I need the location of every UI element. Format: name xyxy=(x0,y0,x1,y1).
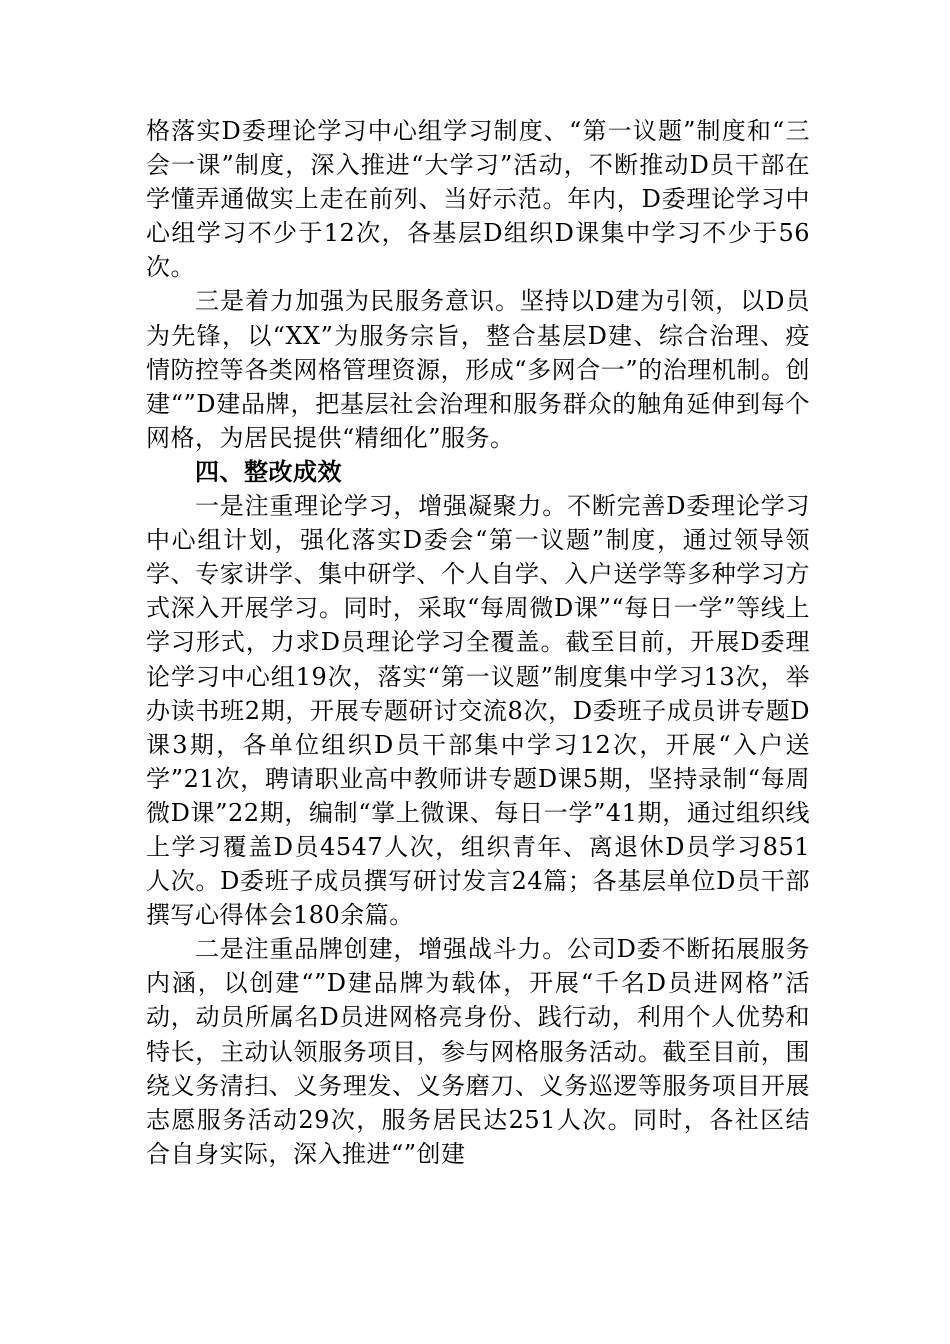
paragraph-2: 三是着力加强为民服务意识。坚持以D建为引领，以D员为先锋，以“XX”为服务宗旨，整合基层D建、综合治理、疫情防控等各类网格管理资源，形成“多网合一”的治理机制。创建“”D建品牌，把基层社会治理和服务群众的触角延伸到每个网格，为居民提供“精细化”服务。 xyxy=(146,287,810,452)
paragraph-3: 一是注重理论学习，增强凝聚力。不断完善D委理论学习中心组计划，强化落实D委会“第一议题”制度，通过领导领学、专家讲学、集中研学、个人自学、入户送学等多种学习方式深入开展学习。同时，采取“每周微D课”“每日一学”等线上学习形式，力求D员理论学习全覆盖。截至目前，开展D委理论学习中心组19次，落实“第一议题”制度集中学习13次，举办读书班2期，开展专题研讨交流8次，D委班子成员讲专题D课3期，各单位组织D员干部集中学习12次，开展“入户送学”21次，聘请职业高中教师讲专题D课5期，坚持录制“每周微D课”22期，编制“掌上微课、每日一学”41期，通过组织线上学习覆盖D员4547人次，组织青年、离退休D员学习851人次。D委班子成员撰写研讨发言24篇；各基层单位D员干部撰写心得体会180余篇。 xyxy=(146,492,810,930)
paragraph-4: 二是注重品牌创建，增强战斗力。公司D委不断拓展服务内涵，以创建“”D建品牌为载体，开展“千名D员进网格”活动，动员所属名D员进网格亮身份、践行动，利用个人优势和特长，主动认领服务项目，参与网格服务活动。截至目前，围绕义务清扫、义务理发、义务磨刀、义务巡逻等服务项目开展志愿服务活动29次，服务居民达251人次。同时，各社区结合自身实际，深入推进“”创建 xyxy=(146,935,810,1168)
document-page xyxy=(146,114,810,1171)
section-heading: 四、整改成效 xyxy=(195,457,342,486)
paragraph-1: 格落实D委理论学习中心组学习制度、“第一议题”制度和“三会一课”制度，深入推进“大学习”活动，不断推动D员干部在学懂弄通做实上走在前列、当好示范。年内，D委理论学习中心组学习不少于12次，各基层D组织D课集中学习不少于56次。 xyxy=(146,117,810,282)
